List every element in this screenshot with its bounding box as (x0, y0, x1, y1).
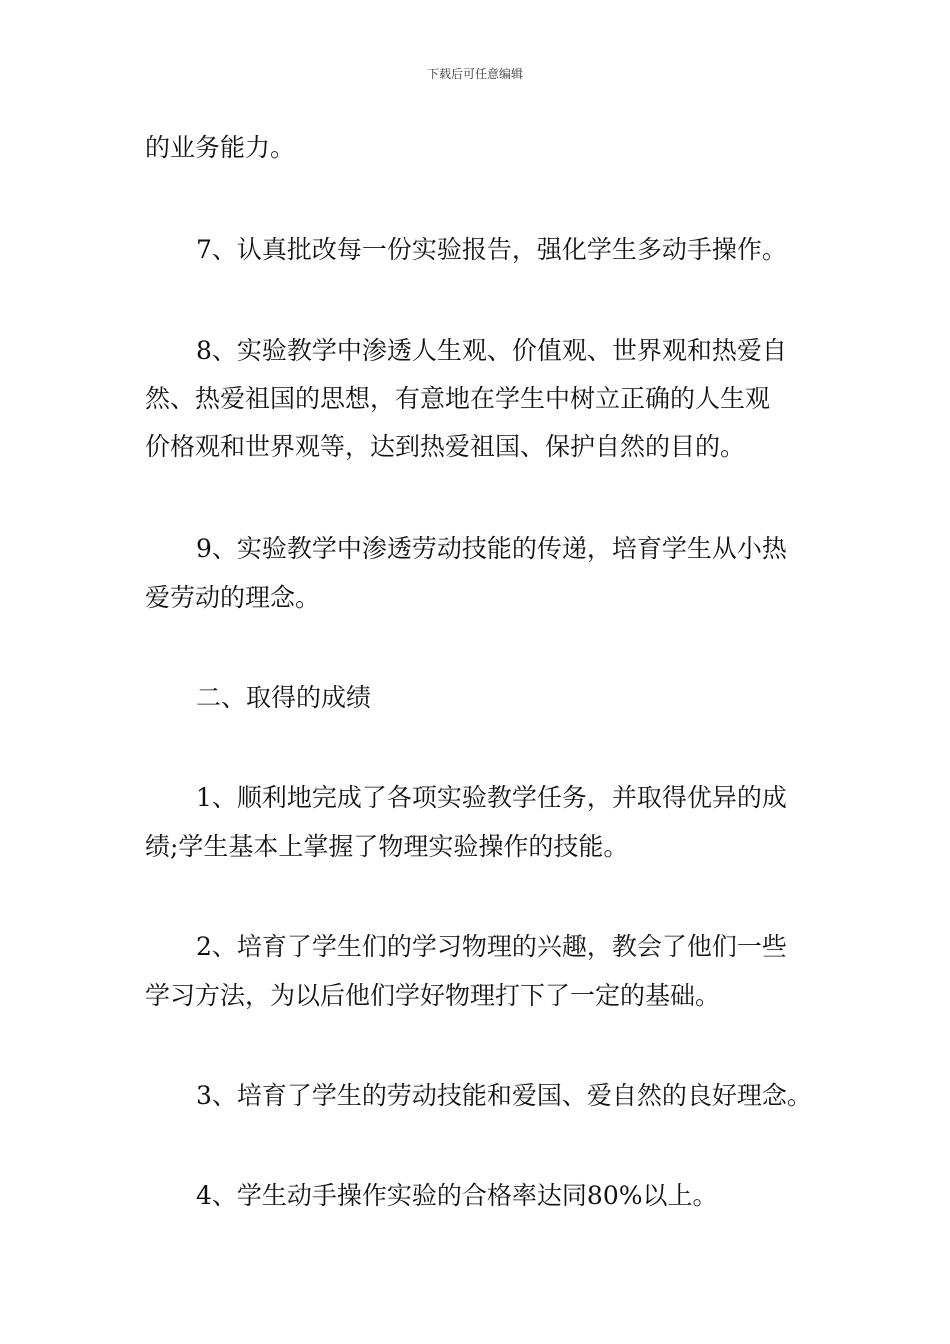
achievement-1-line-1: 1、顺利地完成了各项实验教学任务，并取得优异的成 (196, 783, 787, 812)
achievement-4: 4、学生动手操作实验的合格率达同80%以上。 (196, 1181, 718, 1210)
list-item-8-line-3: 价格观和世界观等，达到热爱祖国、保护自然的目的。 (145, 432, 746, 461)
achievement-2-line-1: 2、培育了学生们的学习物理的兴趣，教会了他们一些 (196, 932, 787, 961)
achievement-3: 3、培育了学生的劳动技能和爱国、爱自然的良好理念。 (196, 1081, 812, 1110)
paragraph-line: 的业务能力。 (145, 133, 296, 162)
list-item-8-line-1: 8、实验教学中渗透人生观、价值观、世界观和热爱自 (196, 336, 787, 365)
page-header: 下载后可任意编辑 (426, 67, 523, 81)
achievement-1-line-2: 绩;学生基本上掌握了物理实验操作的技能。 (145, 832, 629, 861)
section-heading: 二、取得的成绩 (196, 683, 372, 712)
list-item-9-line-1: 9、实验教学中渗透劳动技能的传递，培育学生从小热 (196, 534, 787, 563)
achievement-2-line-2: 学习方法，为以后他们学好物理打下了一定的基础。 (145, 981, 721, 1010)
list-item-8-line-2: 然、热爱祖国的思想，有意地在学生中树立正确的人生观 (145, 384, 771, 413)
list-item-7: 7、认真批改每一份实验报告，强化学生多动手操作。 (196, 235, 787, 264)
list-item-9-line-2: 爱劳动的理念。 (145, 583, 321, 612)
